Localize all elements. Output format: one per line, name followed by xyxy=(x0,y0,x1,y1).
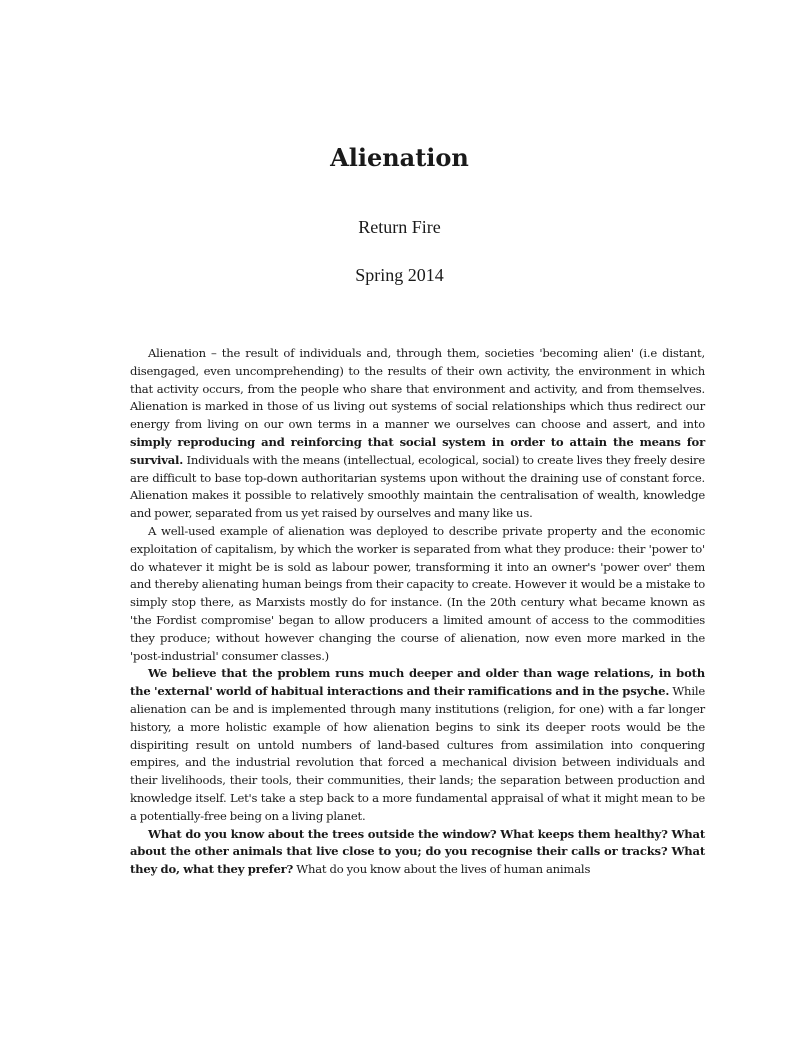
paragraph-1 xyxy=(130,345,705,523)
paragraph-1-text-a: Alienation – the result of individuals and, through them, societies 'becoming alien' (i.e distant, disengaged, even uncomprehending) to the results of their own activity, the environment in which that activity occurs, from the people who share that environment and activity, and from themselves. Alienation is marked in those of us living out systems of social relationships which thus redirect our energy from living on our own terms in a manner we ourselves can choose and assert, and into xyxy=(130,346,705,432)
paragraph-4-text: What do you know about the lives of human animals xyxy=(293,862,591,877)
paragraph-2 xyxy=(130,523,705,665)
document-body xyxy=(130,345,705,879)
paragraph-3-text: While alienation can be and is implemented through many institutions (religion, for one) with a far longer history, a more holistic example of how alienation begins to sink its deeper roots would be the dispiriting result on untold numbers of land-based cultures from assimilation into conquering empires, and the industrial revolution that forced a mechanical division between individuals and their livelihoods, their tools, their communities, their lands; the separation between production and knowledge itself. Let's take a step back to a more fundamental appraisal of what it might mean to be a potentially-free being on a living planet. xyxy=(130,684,705,823)
paragraph-1-text-b: Individuals with the means (intellectual, ecological, social) to create lives they freely desire are difficult to base top-down authoritarian systems upon without the draining use of constant force. Alienation makes it possible to relatively smoothly maintain the centralisation of wealth, knowledge and power, separated from us yet raised by ourselves and many like us. xyxy=(130,452,705,521)
document-date: Spring 2014 xyxy=(355,265,444,285)
paragraph-1-bold: simply reproducing and reinforcing that social system in order to attain the means for survival. xyxy=(130,434,705,467)
paragraph-3 xyxy=(130,665,705,825)
paragraph-4 xyxy=(130,826,705,879)
paragraph-2-text: A well-used example of alienation was deployed to describe private property and the economic exploitation of capitalism, by which the worker is separated from what they produce: their 'power to' do whatever it might be is sold as labour power, transforming it into an owner's 'power over' them and thereby alienating human beings from their capacity to create. However it would be a mistake to simply stop there, as Marxists mostly do for instance. (In the 20th century what became known as 'the Fordist compromise' began to allow producers a limited amount of access to the commodities they produce; without however changing the course of alienation, now even more marked in the 'post-industrial' consumer classes.) xyxy=(130,523,705,663)
paragraph-3-bold: We believe that the problem runs much deeper and older than wage relations, in both the 'external' world of habitual interactions and their ramifications and in the psyche. xyxy=(130,666,705,699)
document-author: Return Fire xyxy=(358,217,441,237)
document-title: Alienation xyxy=(330,143,469,172)
paragraph-4-bold: What do you know about the trees outside the window? What keeps them healthy? What about the other animals that live close to you; do you recognise their calls or tracks? What they do, what they prefer? xyxy=(130,826,705,877)
